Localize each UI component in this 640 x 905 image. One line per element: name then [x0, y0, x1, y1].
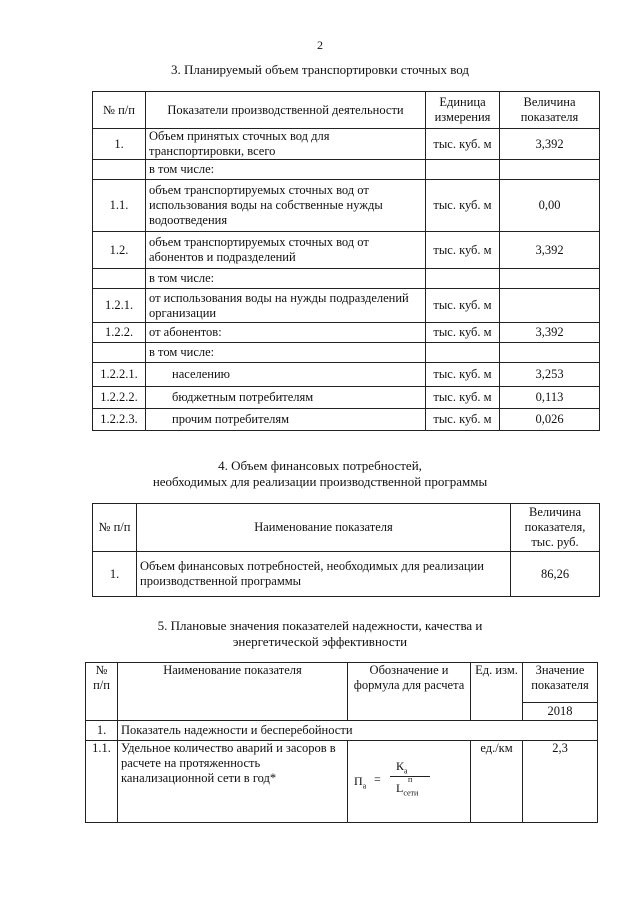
header-unit: Единица измерения	[426, 92, 500, 129]
row-name: Удельное количество аварий и засоров в расчете на протяженность канализационной сети в год*	[118, 741, 348, 823]
row-unit: тыс. куб. м	[426, 323, 500, 343]
table-row	[93, 232, 600, 269]
table-row	[93, 160, 600, 180]
row-value: 3,392	[500, 129, 600, 160]
row-unit	[426, 160, 500, 180]
row-value: 3,392	[500, 232, 600, 269]
row-num	[93, 160, 146, 180]
row-name: от абонентов:	[146, 323, 426, 343]
header-name: Наименование показателя	[118, 663, 348, 721]
row-value: 86,26	[511, 552, 600, 597]
section5-table	[85, 662, 598, 823]
row-value: 0,00	[500, 180, 600, 232]
row-name: Объем финансовых потребностей, необходимых для реализации производственной программы	[137, 552, 511, 597]
row-name: в том числе:	[146, 269, 426, 289]
row-value	[500, 289, 600, 323]
row-name: в том числе:	[146, 160, 426, 180]
header-indicator: Показатели производственной деятельности	[146, 92, 426, 129]
section5-title-line2: энергетической эффективности	[232, 634, 408, 649]
row-formula	[348, 741, 471, 823]
section5-header-row	[86, 663, 598, 703]
section3-title: 3. Планируемый объем транспортировки сточных вод	[170, 62, 470, 77]
formula-expression	[348, 741, 470, 801]
section3-header-row	[93, 92, 600, 129]
section5-group-row	[86, 721, 598, 741]
section4-title-line2: необходимых для реализации производственной программы	[152, 474, 488, 489]
row-name: прочим потребителям	[146, 409, 426, 431]
row-name: в том числе:	[146, 343, 426, 363]
row-num	[93, 343, 146, 363]
row-num: 1.2.	[93, 232, 146, 269]
table-row	[93, 387, 600, 409]
row-name: объем транспортируемых сточных вод от использования воды на собственные нужды водоотведения	[146, 180, 426, 232]
table-row	[93, 129, 600, 160]
row-num: 1.	[93, 552, 137, 597]
group-num: 1.	[86, 721, 118, 741]
section4-header-row	[93, 504, 600, 552]
row-name: от использования воды на нужды подразделений организации	[146, 289, 426, 323]
header-num: № п/п	[93, 504, 137, 552]
row-num: 1.2.2.	[93, 323, 146, 343]
header-year: 2018	[523, 703, 598, 721]
table-row	[93, 552, 600, 597]
row-value: 3,253	[500, 363, 600, 387]
row-unit	[426, 343, 500, 363]
table-row	[93, 323, 600, 343]
row-name: Объем принятых сточных вод для транспортировки, всего	[146, 129, 426, 160]
row-num	[93, 269, 146, 289]
header-value: Величина показателя, тыс. руб.	[511, 504, 600, 552]
row-unit	[426, 269, 500, 289]
row-num: 1.1.	[86, 741, 118, 823]
row-num: 1.2.2.3.	[93, 409, 146, 431]
header-formula: Обозначение и формула для расчета	[348, 663, 471, 721]
table-row	[93, 363, 600, 387]
table-row	[93, 289, 600, 323]
row-unit: тыс. куб. м	[426, 363, 500, 387]
row-unit: тыс. куб. м	[426, 387, 500, 409]
section5-title-line1: 5. Плановые значения показателей надежности, качества и	[157, 618, 483, 633]
row-num: 1.2.2.2.	[93, 387, 146, 409]
row-unit: тыс. куб. м	[426, 409, 500, 431]
row-value: 2,3	[523, 741, 598, 823]
table-row	[93, 269, 600, 289]
table-row	[86, 741, 598, 823]
header-value: Величина показателя	[500, 92, 600, 129]
row-value	[500, 343, 600, 363]
row-num: 1.1.	[93, 180, 146, 232]
formula-p: $П_а$	[354, 774, 367, 791]
header-num: № п/п	[93, 92, 146, 129]
fraction-bar	[390, 776, 430, 777]
header-unit: Ед. изм.	[471, 663, 523, 721]
formula-numerator: $К_а$	[396, 759, 408, 776]
section4-table	[92, 503, 600, 597]
row-value	[500, 160, 600, 180]
formula-denominator: $L_{сети}$	[396, 781, 419, 798]
section4-title-line1: 4. Объем финансовых потребностей,	[218, 458, 422, 473]
section3-table	[92, 91, 600, 431]
page-number: 2	[317, 38, 323, 52]
row-value	[500, 269, 600, 289]
row-unit: ед./км	[471, 741, 523, 823]
row-unit: тыс. куб. м	[426, 129, 500, 160]
formula-equals: =	[374, 772, 381, 786]
header-num: № п/п	[86, 663, 118, 721]
row-unit: тыс. куб. м	[426, 232, 500, 269]
group-name: Показатель надежности и бесперебойности	[118, 721, 598, 741]
row-name: объем транспортируемых сточных вод от абонентов и подразделений	[146, 232, 426, 269]
table-row	[93, 343, 600, 363]
row-value: 0,026	[500, 409, 600, 431]
row-name: бюджетным потребителям	[146, 387, 426, 409]
row-num: 1.	[93, 129, 146, 160]
row-value: 3,392	[500, 323, 600, 343]
row-unit: тыс. куб. м	[426, 289, 500, 323]
row-unit: тыс. куб. м	[426, 180, 500, 232]
header-name: Наименование показателя	[137, 504, 511, 552]
row-num: 1.2.1.	[93, 289, 146, 323]
table-row	[93, 180, 600, 232]
row-value: 0,113	[500, 387, 600, 409]
formula-numerator-sub2: п	[408, 775, 413, 784]
header-value: Значение показателя	[523, 663, 598, 703]
row-num: 1.2.2.1.	[93, 363, 146, 387]
table-row	[93, 409, 600, 431]
row-name: населению	[146, 363, 426, 387]
